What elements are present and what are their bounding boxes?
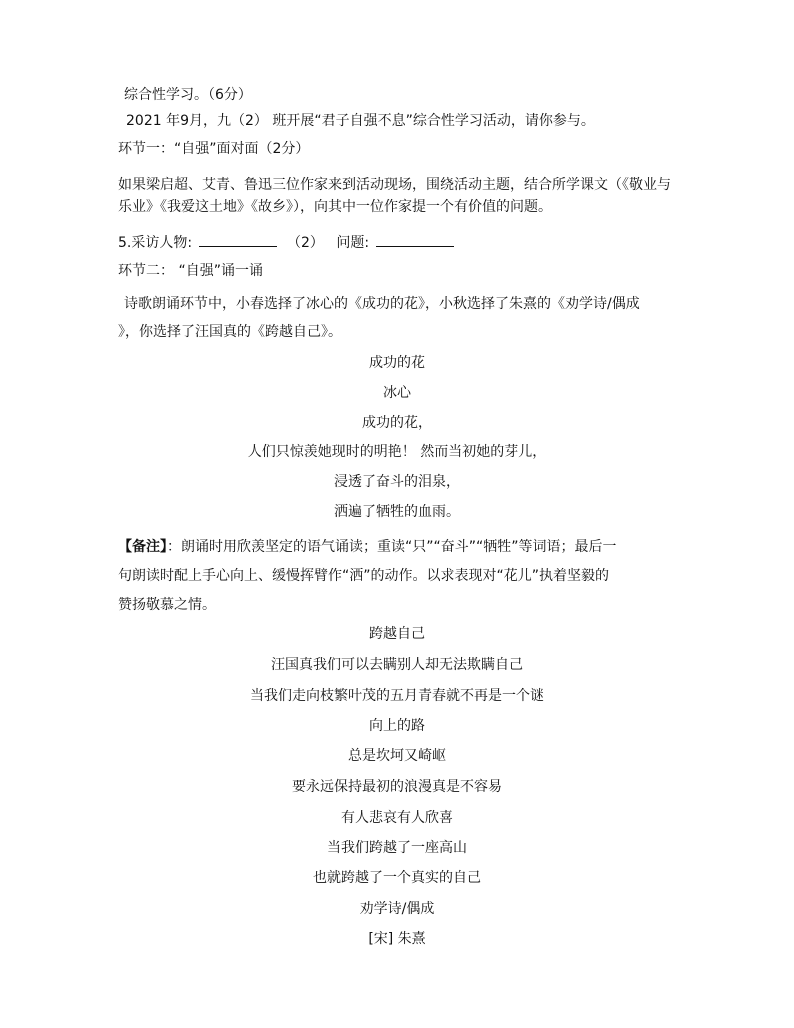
interview-question-row [118, 232, 460, 253]
poem1-line: 洒遍了牺牲的血雨。 [334, 504, 460, 520]
note-line1 [118, 537, 617, 557]
activity-intro: 2021 年9月，九（2） 班开展“君子自强不息”综合性学习活动，请你参与。 [126, 113, 595, 129]
note-text: ：朗诵时用欣羡坚定的语气诵读；重读“只”“奋斗”“牺牲”等词语；最后一 [167, 539, 617, 555]
poem3-title: 劝学诗/偶成 [359, 901, 435, 917]
note-line3: 赞扬敬慕之情。 [118, 597, 216, 613]
poem2-line: 总是坎坷又崎岖 [348, 748, 446, 764]
section1-title: 环节一：“自强”面对面（2分） [118, 141, 310, 157]
poem2-title: 跨越自己 [369, 626, 425, 642]
poem1-title: 成功的花 [369, 355, 425, 371]
interview-score: （2） [286, 235, 324, 251]
poem2-line: 当我们走向枝繁叶茂的五月青春就不再是一个谜 [250, 688, 544, 704]
note-line2: 句朗读时配上手心向上、缓慢挥臂作“洒”的动作。以求表现对“花儿”执着坚毅的 [118, 568, 610, 584]
poem2-line: 当我们跨越了一座高山 [327, 840, 467, 856]
poem2-line: 也就跨越了一个真实的自己 [313, 870, 481, 886]
section2-text-line2: 》，你选择了汪国真的《跨越自己》。 [118, 324, 342, 340]
interview-person-blank[interactable] [199, 232, 277, 247]
section1-prompt-line2: 乐业》《我爱这土地》《故乡》），向其中一位作家提一个有价值的问题。 [118, 199, 552, 215]
interview-person-label: 5.采访人物: [118, 235, 193, 251]
poem1-line: 人们只惊羡她现时的明艳！ 然而当初她的芽儿， [247, 444, 547, 460]
poem2-line: 有人悲哀有人欣喜 [341, 810, 453, 826]
interview-question-blank[interactable] [376, 232, 454, 247]
question-heading: 综合性学习。（6分） [124, 87, 252, 103]
poem2-line: 向上的路 [369, 718, 425, 734]
poem3-author: [宋] 朱熹 [368, 931, 426, 947]
section2-text-line1: 诗歌朗诵环节中，小春选择了冰心的《成功的花》，小秋选择了朱熹的《劝学诗/偶成 [124, 296, 640, 312]
poem1-line: 浸透了奋斗的泪泉， [334, 474, 460, 490]
poem2-line: 要永远保持最初的浪漫真是不容易 [292, 779, 502, 795]
poem1-author: 冰心 [383, 385, 411, 401]
section2-title: 环节二： “自强”诵一诵 [118, 263, 263, 279]
note-label: 【备注】 [118, 539, 167, 555]
poem1-line: 成功的花， [362, 415, 432, 431]
interview-question-label: 问题: [336, 235, 370, 251]
poem2-line: 汪国真我们可以去瞒别人却无法欺瞒自己 [271, 657, 523, 673]
section1-prompt-line1: 如果梁启超、艾青、鲁迅三位作家来到活动现场，围绕活动主题，结合所学课文（《敬业与 [118, 177, 671, 193]
